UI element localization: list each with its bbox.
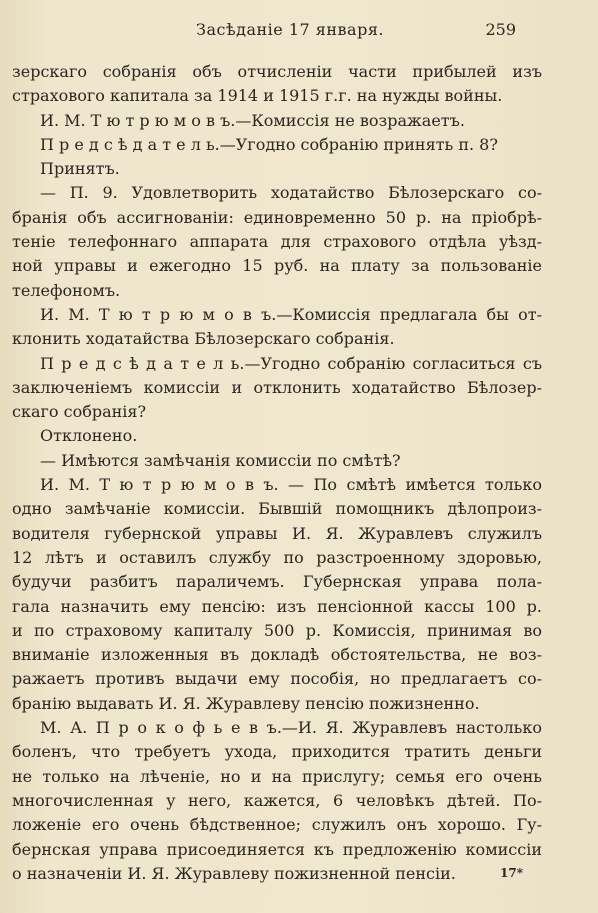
text-line: боленъ, что требуетъ ухода, приходится тратить деньги [12, 742, 542, 762]
text-line: Отклонено. [40, 426, 138, 446]
text-line: Принятъ. [40, 159, 120, 179]
text-line: теніе телефоннаго аппарата для страхового отдѣла уѣзд- [12, 232, 542, 252]
text-line: гала назначить ему пенсію: изъ пенсіонной кассы 100 р. [12, 596, 542, 616]
text-line: клонить ходатайства Бѣлозерскаго собранія. [12, 329, 395, 349]
signature-mark: 17* [500, 866, 523, 880]
text-line: М. А. П р о к о ф ь е в ъ.—И. Я. Журавлевъ настолько [40, 718, 542, 738]
text-line: И. М. Т ю т р ю м о в ъ.—Комиссія предлагала бы от- [40, 304, 542, 324]
text-line: ложеніе его очень бѣдственное; служилъ онъ хорошо. Гу- [12, 815, 542, 835]
text-line: скаго собранія? [12, 402, 147, 422]
running-title: Засѣданіе 17 января. [196, 20, 385, 39]
text-line: заключеніемъ комиссіи и отклонить ходатайство Бѣлозер- [12, 377, 542, 397]
page-number: 259 [485, 20, 516, 39]
text-line: бернская управа присоединяется къ предложенію комиссіи [12, 839, 542, 859]
text-line: — Имѣются замѣчанія комиссіи по смѣтѣ? [40, 450, 401, 470]
text-line: и по страховому капиталу 500 р. Комиссія, принимая во [12, 620, 542, 640]
text-line: бранію выдавать И. Я. Журавлеву пенсію пожизненно. [12, 693, 480, 713]
text-line: 12 лѣтъ и оставилъ службу по разстроенному здоровью, [12, 547, 542, 567]
page-text [12, 60, 542, 886]
text-line: — П. 9. Удовлетворить ходатайство Бѣлозерскаго со- [40, 183, 542, 203]
text-line: о назначеніи И. Я. Журавлеву пожизненной пенсіи. [12, 863, 456, 883]
text-line: не только на лѣченіе, но и на прислугу; семья его очень [12, 766, 542, 786]
text-line: будучи разбитъ параличемъ. Губернская управа пола- [12, 572, 542, 592]
text-line: ражаетъ противъ выдачи ему пособія, но предлагаетъ со- [12, 669, 542, 689]
text-line: зерскаго собранія объ отчисленіи части прибылей изъ [12, 62, 542, 81]
text-line: И. М. Т ю т р ю м о в ъ.—Комиссія не возражаетъ. [40, 110, 465, 130]
text-line: П р е д с ѣ д а т е л ь.—Угодно собранію принять п. 8? [40, 134, 498, 154]
running-header [0, 20, 598, 44]
text-line: П р е д с ѣ д а т е л ь.—Угодно собранію согласиться съ [40, 353, 542, 373]
text-line: водителя губернской управы И. Я. Журавлевъ служилъ [12, 523, 542, 543]
text-line: бранія объ ассигнованіи: единовременно 50 р. на пріобрѣ- [12, 207, 542, 227]
text-line: телефономъ. [12, 280, 121, 300]
text-line: И. М. Т ю т р ю м о в ъ. — По смѣтѣ имѣется только [40, 475, 542, 495]
text-line: одно замѣчаніе комиссіи. Бывшій помощникъ дѣлопроиз- [12, 499, 542, 519]
text-line: многочисленная у него, кажется, 6 человѣкъ дѣтей. По- [12, 790, 542, 810]
text-line: ной управы и ежегодно 15 руб. на плату за пользованіе [12, 256, 542, 276]
text-line: страхового капитала за 1914 и 1915 г.г. на нужды войны. [12, 86, 503, 106]
text-line: вниманіе изложенныя въ докладѣ обстоятельства, не воз- [12, 645, 542, 665]
